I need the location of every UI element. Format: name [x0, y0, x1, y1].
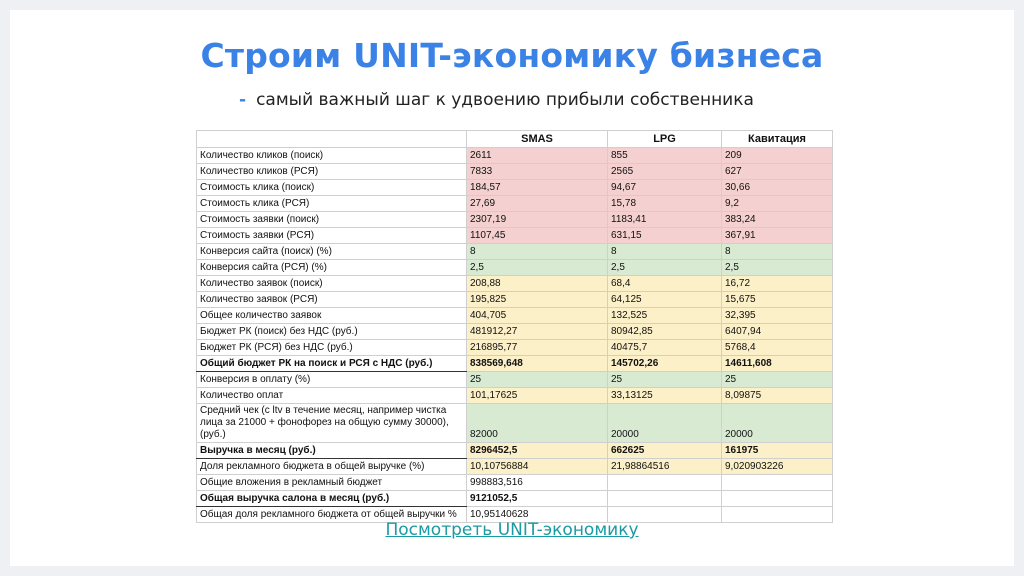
- row-value: 208,88: [467, 276, 608, 292]
- row-value: [608, 491, 722, 507]
- table-row: [197, 308, 833, 324]
- row-value: 64,125: [608, 292, 722, 308]
- row-label: Общая доля рекламного бюджета от общей выручки %: [197, 507, 467, 523]
- row-value: 2565: [608, 164, 722, 180]
- row-value: 2611: [467, 148, 608, 164]
- table-row: [197, 404, 833, 443]
- row-value: 82000: [467, 404, 608, 443]
- table-row: [197, 260, 833, 276]
- row-value: 33,13125: [608, 388, 722, 404]
- row-value: 6407,94: [722, 324, 833, 340]
- row-value: 10,10756884: [467, 459, 608, 475]
- row-value: 68,4: [608, 276, 722, 292]
- row-value: 161975: [722, 443, 833, 459]
- row-value: 9121052,5: [467, 491, 608, 507]
- row-value: 1107,45: [467, 228, 608, 244]
- row-value: 20000: [722, 404, 833, 443]
- row-label: Количество заявок (поиск): [197, 276, 467, 292]
- slide: [10, 10, 1014, 566]
- row-value: 5768,4: [722, 340, 833, 356]
- row-value: 383,24: [722, 212, 833, 228]
- table-row: [197, 292, 833, 308]
- table-row: [197, 491, 833, 507]
- row-value: 838569,648: [467, 356, 608, 372]
- row-value: 16,72: [722, 276, 833, 292]
- row-value: 2,5: [608, 260, 722, 276]
- row-label: Конверсия сайта (РСЯ) (%): [197, 260, 467, 276]
- table-row: [197, 244, 833, 260]
- row-value: 7833: [467, 164, 608, 180]
- row-value: 855: [608, 148, 722, 164]
- table-row: [197, 356, 833, 372]
- row-value: 25: [608, 372, 722, 388]
- row-label: Количество оплат: [197, 388, 467, 404]
- table-row: [197, 324, 833, 340]
- row-label: Общая выручка салона в месяц (руб.): [197, 491, 467, 507]
- row-value: 30,66: [722, 180, 833, 196]
- header-empty: [197, 131, 467, 148]
- row-value: 481912,27: [467, 324, 608, 340]
- row-label: Общий бюджет РК на поиск и РСЯ с НДС (руб.): [197, 356, 467, 372]
- row-value: 184,57: [467, 180, 608, 196]
- table-row: [197, 164, 833, 180]
- table-row: [197, 443, 833, 459]
- bullet-dash: -: [239, 90, 247, 110]
- row-value: [722, 491, 833, 507]
- row-value: 32,395: [722, 308, 833, 324]
- table-row: [197, 196, 833, 212]
- row-label: Выручка в месяц (руб.): [197, 443, 467, 459]
- row-value: 8296452,5: [467, 443, 608, 459]
- table-row: [197, 459, 833, 475]
- row-label: Количество кликов (поиск): [197, 148, 467, 164]
- row-value: 132,525: [608, 308, 722, 324]
- row-label: Общее количество заявок: [197, 308, 467, 324]
- row-label: Количество заявок (РСЯ): [197, 292, 467, 308]
- row-label: Общие вложения в рекламный бюджет: [197, 475, 467, 491]
- row-value: 145702,26: [608, 356, 722, 372]
- row-value: 8: [722, 244, 833, 260]
- table-row: [197, 276, 833, 292]
- row-value: 2,5: [467, 260, 608, 276]
- row-value: 216895,77: [467, 340, 608, 356]
- row-label: Стоимость заявки (поиск): [197, 212, 467, 228]
- view-unit-economics-link[interactable]: Посмотреть UNIT-экономику: [385, 520, 639, 540]
- row-value: 27,69: [467, 196, 608, 212]
- row-value: 8,09875: [722, 388, 833, 404]
- table-row: [197, 212, 833, 228]
- table-row: [197, 475, 833, 491]
- row-value: 2,5: [722, 260, 833, 276]
- row-value: 9,020903226: [722, 459, 833, 475]
- table-row: [197, 388, 833, 404]
- row-value: 998883,516: [467, 475, 608, 491]
- row-label: Средний чек (с ltv в течение месяц, например чистка лица за 21000 + фонофорез на общую сумму 30000), (руб.): [197, 404, 467, 443]
- row-value: 80942,85: [608, 324, 722, 340]
- row-value: 101,17625: [467, 388, 608, 404]
- row-value: 10,95140628: [467, 507, 608, 523]
- header-cavitation: Кавитация: [722, 131, 833, 148]
- row-label: Конверсия в оплату (%): [197, 372, 467, 388]
- table-row: [197, 372, 833, 388]
- row-value: 21,98864516: [608, 459, 722, 475]
- row-label: Доля рекламного бюджета в общей выручке (%): [197, 459, 467, 475]
- row-value: 94,67: [608, 180, 722, 196]
- table-row: [197, 148, 833, 164]
- row-value: 8: [608, 244, 722, 260]
- unit-economics-table: [196, 130, 833, 523]
- table-header-row: [197, 131, 833, 148]
- row-value: 40475,7: [608, 340, 722, 356]
- row-label: Стоимость клика (РСЯ): [197, 196, 467, 212]
- row-label: Стоимость заявки (РСЯ): [197, 228, 467, 244]
- row-value: 195,825: [467, 292, 608, 308]
- row-label: Бюджет РК (РСЯ) без НДС (руб.): [197, 340, 467, 356]
- row-value: 15,675: [722, 292, 833, 308]
- row-label: Стоимость клика (поиск): [197, 180, 467, 196]
- row-value: 209: [722, 148, 833, 164]
- subtitle: [239, 90, 754, 110]
- row-value: 25: [722, 372, 833, 388]
- header-smas: SMAS: [467, 131, 608, 148]
- row-value: 20000: [608, 404, 722, 443]
- subtitle-text: самый важный шаг к удвоению прибыли собственника: [256, 90, 754, 110]
- row-label: Конверсия сайта (поиск) (%): [197, 244, 467, 260]
- row-value: 367,91: [722, 228, 833, 244]
- row-value: 404,705: [467, 308, 608, 324]
- row-label: Бюджет РК (поиск) без НДС (руб.): [197, 324, 467, 340]
- table-row: [197, 180, 833, 196]
- table-body: [197, 148, 833, 523]
- row-value: 1183,41: [608, 212, 722, 228]
- row-value: 631,15: [608, 228, 722, 244]
- row-value: [608, 475, 722, 491]
- row-value: 14611,608: [722, 356, 833, 372]
- row-value: [722, 475, 833, 491]
- row-value: 8: [467, 244, 608, 260]
- row-label: Количество кликов (РСЯ): [197, 164, 467, 180]
- row-value: 2307,19: [467, 212, 608, 228]
- page-title: Строим UNIT-экономику бизнеса: [200, 36, 824, 75]
- row-value: 9,2: [722, 196, 833, 212]
- table-row: [197, 228, 833, 244]
- row-value: 627: [722, 164, 833, 180]
- row-value: 662625: [608, 443, 722, 459]
- row-value: 25: [467, 372, 608, 388]
- header-lpg: LPG: [608, 131, 722, 148]
- table-row: [197, 340, 833, 356]
- row-value: 15,78: [608, 196, 722, 212]
